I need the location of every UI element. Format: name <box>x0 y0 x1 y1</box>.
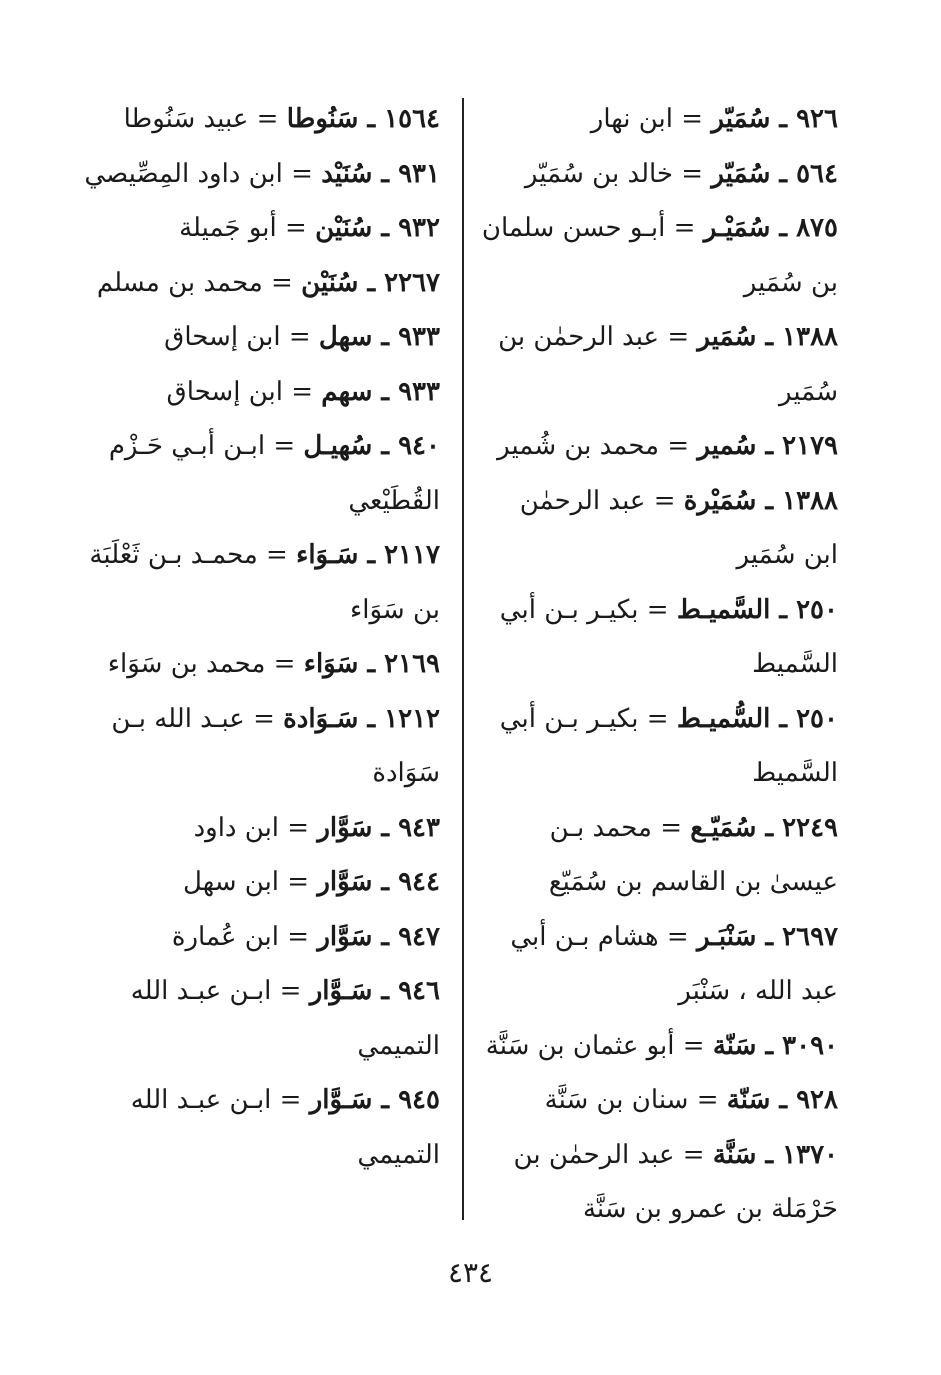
entry-equals: = <box>659 322 698 352</box>
entry-headword: سُمَيّـع <box>690 812 757 843</box>
entry-number: ٩٢٦ <box>796 104 838 134</box>
entry-number: ٩٤٠ <box>398 431 440 461</box>
entry-equals: = <box>673 104 712 134</box>
entry-headword: سَنُوطا <box>286 104 359 134</box>
entry-headword: سَنَّة <box>712 1139 757 1170</box>
entry <box>80 365 440 420</box>
entry-number: ٢٢٦٧ <box>384 267 440 298</box>
entry <box>80 201 440 256</box>
entry-reference: ابن داود <box>193 812 280 843</box>
left-column <box>80 92 440 1182</box>
entry-dash: ـ <box>756 1139 783 1170</box>
entry-headword: سَـوَّار <box>309 1085 373 1115</box>
entry-reference: محمد بن مسلم <box>96 267 263 298</box>
entry-equals: = <box>651 812 691 843</box>
entry <box>478 92 838 147</box>
entry-dash: ـ <box>372 376 399 407</box>
entry-number: ٩٤٣ <box>398 812 440 843</box>
entry-headword: سَوَّار <box>317 921 373 952</box>
entry-dash: ـ <box>372 158 399 189</box>
entry-headword: سَـوَاء <box>296 540 359 570</box>
entry-equals: = <box>279 812 318 843</box>
entry-equals: = <box>262 267 302 298</box>
entry-reference: ابن داود المِصِّيصي <box>84 158 283 189</box>
entry-headword: سُمير <box>697 431 757 461</box>
entry-headword: سُمَير <box>697 322 757 352</box>
entry-reference: أبـو حسن سلمان بن سُمَير <box>481 213 838 298</box>
entry-headword: سَوَاء <box>303 649 359 679</box>
entry-number: ٩٤٥ <box>398 1085 440 1115</box>
entry-reference: أبو جَميلة <box>179 213 277 243</box>
entry-number: ١٢١٢ <box>384 703 440 734</box>
entry-number: ٩٢٨ <box>796 1085 838 1115</box>
entry-headword: سُنَيْد <box>321 158 373 189</box>
entry <box>478 474 838 583</box>
entry-headword: سَوَّار <box>317 812 373 843</box>
entry-number: ١٣٨٨ <box>782 485 838 516</box>
entry-reference: عبـد الله بـن سَوَادة <box>111 703 440 788</box>
entry-dash: ـ <box>372 812 399 843</box>
entry-equals: = <box>638 703 677 734</box>
entry-headword: سهل <box>318 322 373 352</box>
entry-headword: سُمَيْـر <box>703 213 771 243</box>
entry-reference: ابـن عبـد الله التميمي <box>130 976 440 1061</box>
entry-reference: سنان بن سَنَّة <box>544 1085 689 1115</box>
entry-equals: = <box>265 649 304 679</box>
entry <box>80 310 440 365</box>
entry-headword: السُّميـط <box>676 703 771 734</box>
entry <box>478 201 838 310</box>
entry-reference: أبو عثمان بن سَنَّة <box>485 1030 675 1061</box>
entry <box>80 147 440 202</box>
entry <box>80 528 440 637</box>
entry <box>80 256 440 311</box>
entry-dash: ـ <box>770 1085 797 1115</box>
entry <box>478 310 838 419</box>
entry-equals: = <box>665 213 704 243</box>
entry-number: ١٣٨٨ <box>782 322 838 352</box>
entry-dash: ـ <box>770 158 797 189</box>
entry-equals: = <box>282 158 322 189</box>
entry-number: ٢١٧٩ <box>782 431 838 461</box>
entry-reference: بكيـر بـن أبي السَّميط <box>499 594 838 679</box>
entry-dash: ـ <box>756 322 783 352</box>
entry-equals: = <box>688 1085 727 1115</box>
entry <box>80 964 440 1073</box>
entry-dash: ـ <box>372 1085 399 1115</box>
entry <box>80 855 440 910</box>
entry-dash: ـ <box>770 594 797 625</box>
entry-number: ٢١١٧ <box>384 540 440 570</box>
entry-headword: سهم <box>321 376 373 407</box>
entry <box>80 692 440 801</box>
entry-headword: سَنّة <box>726 1085 771 1115</box>
entry-number: ٥٦٤ <box>796 158 838 189</box>
entry-reference: محمد بن شُمير <box>497 431 660 461</box>
entry-number: ٩٣٢ <box>398 213 440 243</box>
entry-number: ٩٣١ <box>398 158 440 189</box>
entry-number: ٩٣٣ <box>398 322 440 352</box>
entry-headword: سُمَيّر <box>711 104 771 134</box>
entry-headword: سُمَيّر <box>711 158 771 189</box>
entry <box>478 692 838 801</box>
entry <box>478 1128 838 1237</box>
entry-number: ٢٥٠ <box>796 594 838 625</box>
entry-headword: سَـوَادة <box>283 703 359 734</box>
entry-reference: محمد بن سَوَاء <box>107 649 266 679</box>
column-divider <box>462 98 464 1220</box>
entry-reference: عبد الرحمٰن بن حَرْمَلة بن عمرو بن سَنَّة <box>513 1139 838 1224</box>
entry-headword: سَنْبَـر <box>696 921 757 952</box>
entry-dash: ـ <box>358 267 385 298</box>
entry <box>478 801 838 910</box>
entry-headword: سَوَّار <box>317 867 373 897</box>
entry <box>478 583 838 692</box>
entry-dash: ـ <box>770 213 797 243</box>
entry-dash: ـ <box>770 703 797 734</box>
entry-dash: ـ <box>358 703 385 734</box>
entry-reference: محمد بـن عيسىٰ بن القاسم بن سُمَيّع <box>548 812 838 897</box>
entry-reference: عبيد سَنُوطا <box>123 104 249 134</box>
entry-reference: ابن إسحاق <box>164 322 281 352</box>
entry-headword: سُنَيْن <box>315 213 373 243</box>
entry-equals: = <box>282 376 322 407</box>
entry-equals: = <box>659 431 698 461</box>
entry <box>80 801 440 856</box>
entry-reference: ابن عُمارة <box>171 921 280 952</box>
entry-headword: السَّميـط <box>676 594 771 625</box>
entry-number: ٩٣٣ <box>398 376 440 407</box>
entry-equals: = <box>271 1085 310 1115</box>
entry-dash: ـ <box>358 540 385 570</box>
entry-dash: ـ <box>358 104 385 134</box>
entry-equals: = <box>674 1030 713 1061</box>
entry <box>80 1073 440 1182</box>
entry-reference: ابـن أبـي حَـزْم القُطَيْعي <box>108 431 440 516</box>
entry-equals: = <box>674 1139 713 1170</box>
entry-dash: ـ <box>358 649 385 679</box>
entry <box>478 419 838 474</box>
entry-dash: ـ <box>372 976 399 1006</box>
entry-number: ٣٠٩٠ <box>782 1030 838 1061</box>
right-column <box>478 92 838 1237</box>
entry-headword: سُنَيْن <box>301 267 359 298</box>
entry-dash: ـ <box>756 1030 783 1061</box>
entry <box>478 1019 838 1074</box>
entry-equals: = <box>271 976 310 1006</box>
entry-dash: ـ <box>372 322 399 352</box>
entry-equals: = <box>276 213 316 243</box>
entry-reference: ابـن عبـد الله التميمي <box>130 1085 440 1170</box>
entry-equals: = <box>279 921 318 952</box>
entry-number: ٢٦٩٧ <box>782 921 838 952</box>
entry-headword: سَنّة <box>712 1030 757 1061</box>
entry-dash: ـ <box>372 867 399 897</box>
entry-number: ٨٧٥ <box>796 213 838 243</box>
page-number: ٤٣٤ <box>447 1256 494 1289</box>
entry-dash: ـ <box>372 921 399 952</box>
entry-dash: ـ <box>756 485 783 516</box>
entry <box>478 910 838 1019</box>
entry-reference: ابن سهل <box>183 867 280 897</box>
entry-headword: سَـوَّار <box>309 976 373 1006</box>
entry <box>478 147 838 202</box>
entry-reference: خالد بن سُمَيّر <box>524 158 674 189</box>
entry-dash: ـ <box>372 431 399 461</box>
entry-headword: سُهيـل <box>303 431 373 461</box>
entry-dash: ـ <box>372 213 399 243</box>
entry <box>80 92 440 147</box>
entry-number: ٢٢٤٩ <box>782 812 838 843</box>
entry-equals: = <box>280 322 319 352</box>
entry-number: ٢١٦٩ <box>384 649 440 679</box>
entry-number: ٢٥٠ <box>796 703 838 734</box>
entry-reference: محمـد بـن ثَعْلَبَة بن سَوَاء <box>89 540 440 625</box>
entry-dash: ـ <box>756 812 783 843</box>
entry-dash: ـ <box>770 104 797 134</box>
entry-number: ٩٤٤ <box>398 867 440 897</box>
entry-reference: ابن إسحاق <box>166 376 283 407</box>
entry-reference: بكيـر بـن أبي السَّميط <box>499 703 838 788</box>
entry-number: ٩٤٦ <box>398 976 440 1006</box>
entry-number: ١٥٦٤ <box>384 104 440 134</box>
entry <box>80 910 440 965</box>
entry-equals: = <box>265 431 304 461</box>
entry <box>80 419 440 528</box>
entry-equals: = <box>279 867 318 897</box>
entry-reference: هشام بـن أبي عبد الله ، سَنْبَر <box>510 921 838 1006</box>
entry-equals: = <box>257 540 297 570</box>
entry-number: ٩٤٧ <box>398 921 440 952</box>
entry <box>80 637 440 692</box>
entry-dash: ـ <box>756 431 783 461</box>
entry-equals: = <box>645 485 684 516</box>
entry-equals: = <box>248 104 287 134</box>
entry-dash: ـ <box>756 921 783 952</box>
entry-number: ١٣٧٠ <box>782 1139 838 1170</box>
entry-equals: = <box>638 594 677 625</box>
entry <box>478 1073 838 1128</box>
entry-equals: = <box>244 703 284 734</box>
entry-reference: عبد الرحمٰن بن سُمَير <box>498 322 838 407</box>
entry-equals: = <box>658 921 697 952</box>
entry-headword: سُمَيْرة <box>683 485 757 516</box>
entry-reference: ابن نهار <box>590 104 674 134</box>
entry-reference: عبد الرحمٰن ابن سُمَير <box>519 485 838 570</box>
entry-equals: = <box>673 158 712 189</box>
